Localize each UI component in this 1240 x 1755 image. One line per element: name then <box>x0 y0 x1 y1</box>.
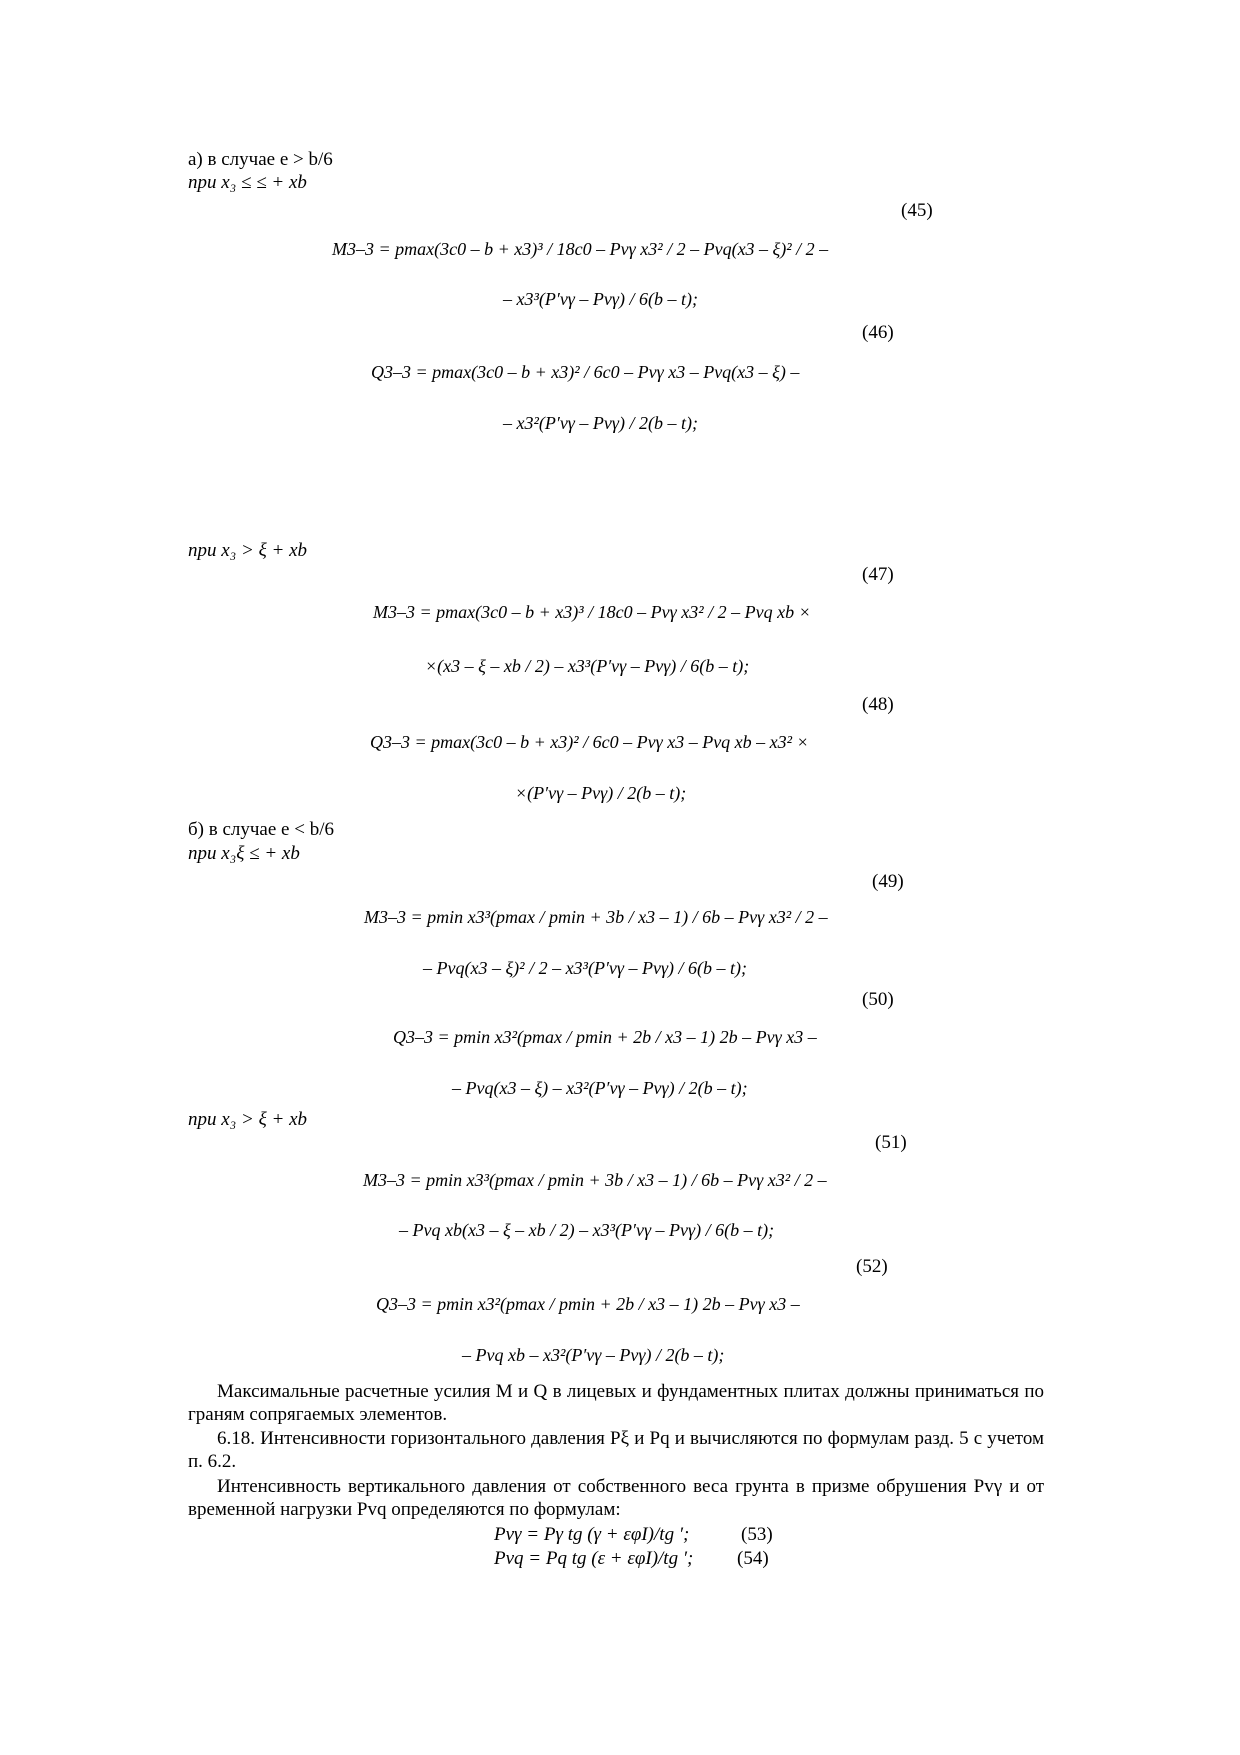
equation-52-line-2: – Pvq xb – x3²(P′vγ – Pvγ) / 2(b – t); <box>462 1345 725 1365</box>
equation-54: Pvq = Pq tg (ε + εφI)/tg ′; <box>494 1548 694 1569</box>
equation-50-line-2: – Pvq(x3 – ξ) – x3²(P′vγ – Pvγ) / 2(b – t); <box>452 1078 748 1098</box>
equation-49-line-1: M3–3 = pmin x3³(pmax / pmin + 3b / x3 – 1) / 6b – Pvγ x3² / 2 – <box>364 907 828 927</box>
equation-52-line-1: Q3–3 = pmin x3²(pmax / pmin + 2b / x3 – 1) 2b – Pvγ x3 – <box>376 1294 800 1314</box>
equation-51-line-2: – Pvq xb(x3 – ξ – xb / 2) – x3³(P′vγ – Pvγ) / 6(b – t); <box>399 1220 775 1240</box>
equation-number-51: (51) <box>875 1132 907 1153</box>
equation-number-54: (54) <box>737 1548 769 1569</box>
section-b-condition-1: при x₃ξ ≤ + xb <box>188 843 300 864</box>
equation-53: Pvγ = Pγ tg (γ + εφI)/tg ′; <box>494 1524 690 1545</box>
equation-number-46: (46) <box>862 322 894 343</box>
equation-48-line-1: Q3–3 = pmax(3c0 – b + x3)² / 6c0 – Pvγ x3 – Pvq xb – x3² × <box>370 732 809 752</box>
equation-number-45: (45) <box>901 200 933 221</box>
equation-number-49: (49) <box>872 871 904 892</box>
equation-number-52: (52) <box>856 1256 888 1277</box>
section-a-condition-2: при x₃ > ξ + xb <box>188 540 308 561</box>
equation-45-line-2: – x3³(P′vγ – Pvγ) / 6(b – t); <box>503 289 698 309</box>
paragraph-6-18: 6.18. Интенсивности горизонтального давления Pξ и Pq и вычисляются по формулам разд. 5 с учетом п. 6.2. <box>188 1428 1044 1472</box>
paragraph-max-forces: Максимальные расчетные усилия M и Q в лицевых и фундаментных плитах должны приниматься по граням сопрягаемых элементов. <box>188 1381 1044 1425</box>
section-b-heading: б) в случае e < b/6 <box>188 819 334 840</box>
equation-49-line-2: – Pvq(x3 – ξ)² / 2 – x3³(P′vγ – Pvγ) / 6(b – t); <box>423 958 748 978</box>
equation-number-48: (48) <box>862 694 894 715</box>
equation-47-line-2: ×(x3 – ξ – xb / 2) – x3³(P′vγ – Pvγ) / 6(b – t); <box>425 656 750 676</box>
equation-45-line-1: M3–3 = pmax(3c0 – b + x3)³ / 18c0 – Pvγ x3² / 2 – Pvq(x3 – ξ)² / 2 – <box>332 239 829 259</box>
equation-number-53: (53) <box>741 1524 773 1545</box>
section-a-condition-1: при x₃ ≤ ≤ + xb <box>188 172 307 193</box>
equation-46-line-1: Q3–3 = pmax(3c0 – b + x3)² / 6c0 – Pvγ x3 – Pvq(x3 – ξ) – <box>371 362 800 382</box>
equation-48-line-2: ×(P′vγ – Pvγ) / 2(b – t); <box>515 783 687 803</box>
section-a-heading: а) в случае e > b/6 <box>188 149 333 170</box>
equation-51-line-1: M3–3 = pmin x3³(pmax / pmin + 3b / x3 – 1) / 6b – Pvγ x3² / 2 – <box>363 1170 827 1190</box>
equation-47-line-1: M3–3 = pmax(3c0 – b + x3)³ / 18c0 – Pvγ x3² / 2 – Pvq xb × <box>373 602 811 622</box>
paragraph-vertical-pressure: Интенсивность вертикального давления от собственного веса грунта в призме обрушения Pvγ и от временной нагрузки Pvq определяются по формулам: <box>188 1476 1044 1520</box>
equation-46-line-2: – x3²(P′vγ – Pvγ) / 2(b – t); <box>503 413 698 433</box>
equation-number-47: (47) <box>862 564 894 585</box>
equation-50-line-1: Q3–3 = pmin x3²(pmax / pmin + 2b / x3 – 1) 2b – Pvγ x3 – <box>393 1027 817 1047</box>
equation-number-50: (50) <box>862 989 894 1010</box>
section-b-condition-2: при x₃ > ξ + xb <box>188 1109 308 1130</box>
